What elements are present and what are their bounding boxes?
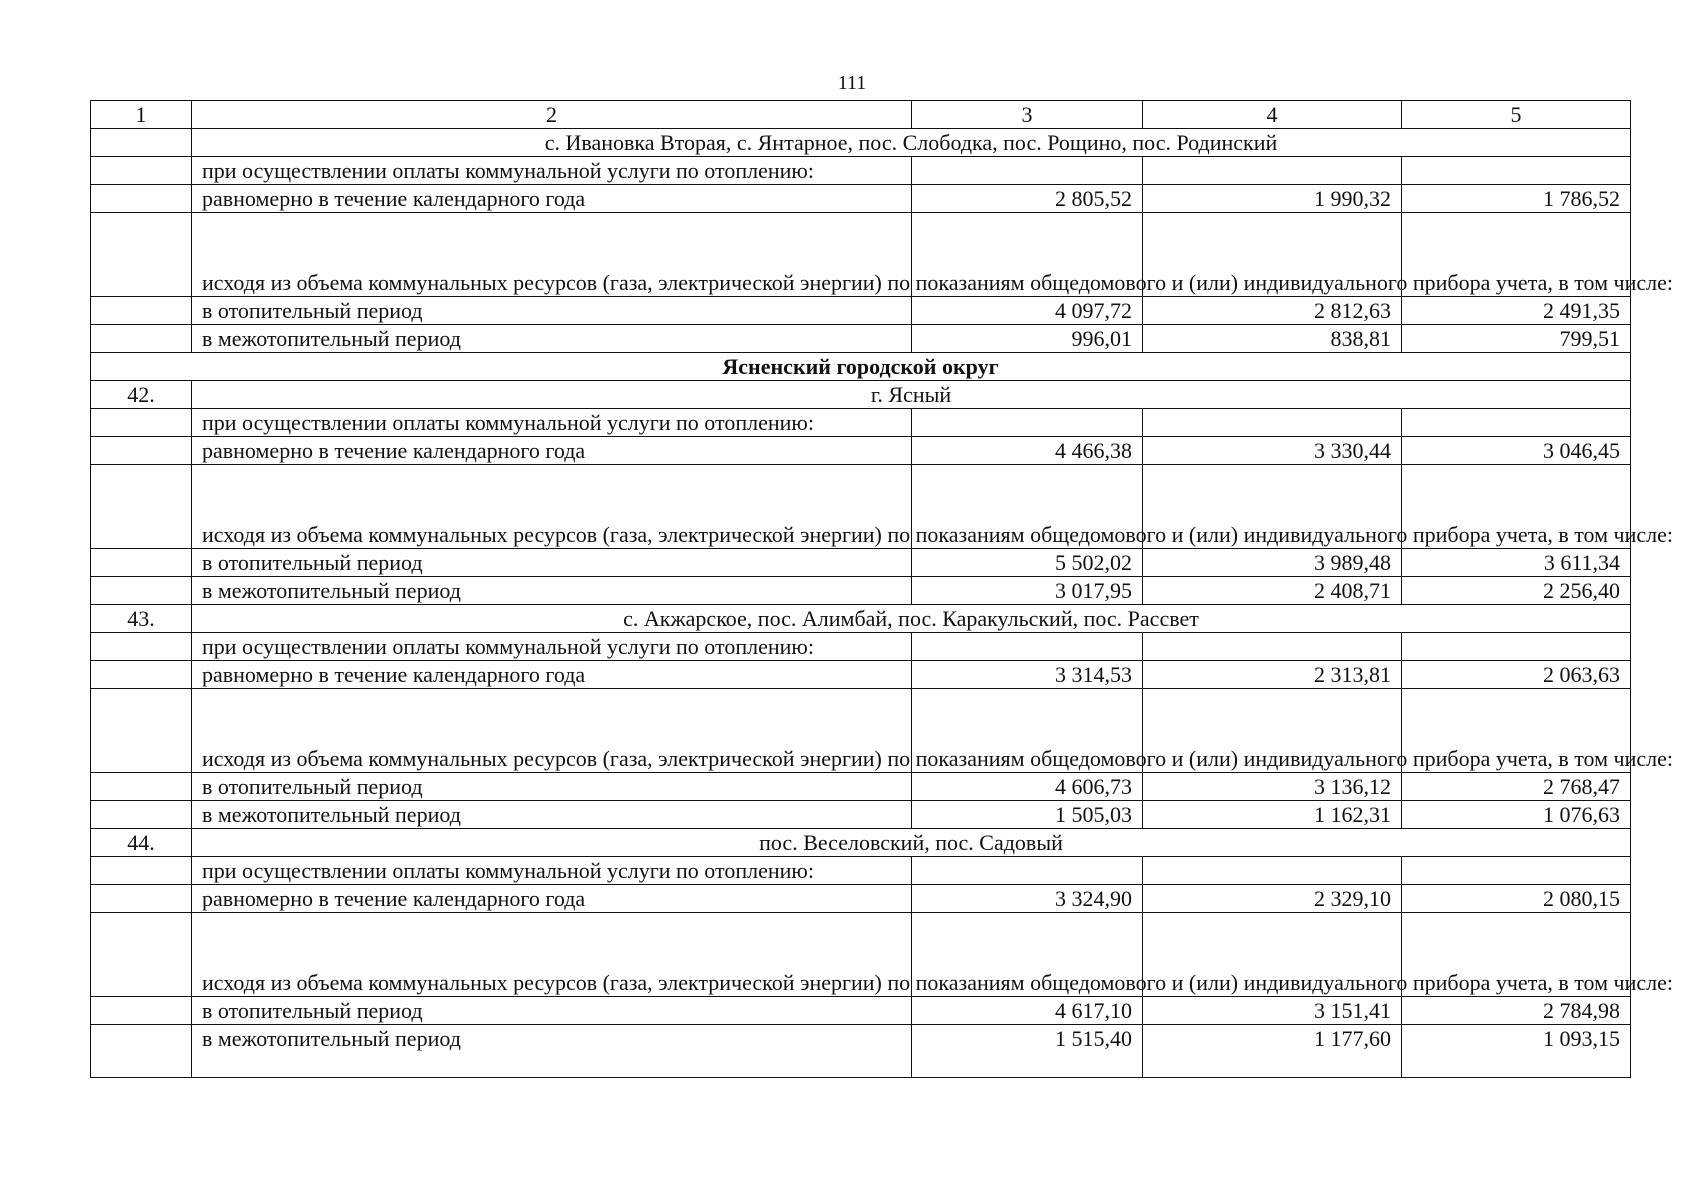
table-cell — [912, 633, 1143, 661]
row-label: в отопительный период — [192, 773, 912, 801]
row-label: исходя из объема коммунальных ресурсов (газа, электрической энергии) по показаниям общедомового и (или) индивидуального прибора учета, в том числе: — [192, 689, 912, 773]
value-cell: 3 136,12 — [1143, 773, 1402, 801]
column-header: 1 — [91, 101, 192, 129]
section-number: 44. — [91, 829, 192, 857]
value-cell: 2 768,47 — [1402, 773, 1631, 801]
value-cell: 799,51 — [1402, 325, 1631, 353]
section-title-row — [91, 829, 1631, 857]
value-cell: 3 314,53 — [912, 661, 1143, 689]
table-cell — [91, 1025, 192, 1078]
row-label: в межотопительный период — [192, 577, 912, 605]
table-cell — [91, 297, 192, 325]
value-cell: 1 177,60 — [1143, 1025, 1402, 1078]
table-row — [91, 661, 1631, 689]
value-cell: 1 076,63 — [1402, 801, 1631, 829]
value-cell: 3 330,44 — [1143, 437, 1402, 465]
value-cell: 2 080,15 — [1402, 885, 1631, 913]
value-cell: 4 466,38 — [912, 437, 1143, 465]
page-number: 111 — [837, 72, 867, 94]
table-cell — [91, 465, 192, 549]
table-cell — [91, 661, 192, 689]
table-row — [91, 997, 1631, 1025]
value-cell: 4 617,10 — [912, 997, 1143, 1025]
table-row — [91, 409, 1631, 437]
table-row — [91, 773, 1631, 801]
value-cell: 2 805,52 — [912, 185, 1143, 213]
table-row — [91, 801, 1631, 829]
table-cell — [91, 577, 192, 605]
value-cell: 996,01 — [912, 325, 1143, 353]
column-header: 5 — [1402, 101, 1631, 129]
row-label: в межотопительный период — [192, 325, 912, 353]
table-row — [91, 465, 1631, 549]
section-title: г. Ясный — [192, 381, 1631, 409]
table-cell — [912, 857, 1143, 885]
value-cell: 2 313,81 — [1143, 661, 1402, 689]
value-cell: 3 324,90 — [912, 885, 1143, 913]
table-row — [91, 297, 1631, 325]
table-cell — [1402, 633, 1631, 661]
value-cell: 3 151,41 — [1143, 997, 1402, 1025]
table-cell — [91, 885, 192, 913]
section-number — [91, 129, 192, 157]
value-cell: 1 786,52 — [1402, 185, 1631, 213]
section-title: с. Акжарское, пос. Алимбай, пос. Каракульский, пос. Рассвет — [192, 605, 1631, 633]
table-row — [91, 689, 1631, 773]
table-cell — [91, 633, 192, 661]
table-cell — [91, 437, 192, 465]
table-row — [91, 437, 1631, 465]
section-number: 43. — [91, 605, 192, 633]
table-cell — [91, 773, 192, 801]
row-label: исходя из объема коммунальных ресурсов (газа, электрической энергии) по показаниям общедомового и (или) индивидуального прибора учета, в том числе: — [192, 913, 912, 997]
section-number: 42. — [91, 381, 192, 409]
table-row — [91, 1025, 1631, 1078]
section-title-row — [91, 605, 1631, 633]
table-body — [91, 101, 1674, 1078]
table-row — [91, 577, 1631, 605]
section-title: с. Ивановка Вторая, с. Янтарное, пос. Слободка, пос. Рощино, пос. Родинский — [192, 129, 1631, 157]
value-cell: 1 093,15 — [1402, 1025, 1631, 1078]
row-label: в межотопительный период — [192, 1025, 912, 1078]
table-row — [91, 549, 1631, 577]
table-cell — [912, 157, 1143, 185]
table-row — [91, 325, 1631, 353]
value-cell: 1 515,40 — [912, 1025, 1143, 1078]
table-cell — [1402, 157, 1631, 185]
value-cell: 1 505,03 — [912, 801, 1143, 829]
table-cell — [1143, 633, 1402, 661]
row-label: исходя из объема коммунальных ресурсов (газа, электрической энергии) по показаниям общедомового и (или) индивидуального прибора учета, в том числе: — [192, 213, 912, 297]
table-cell — [1402, 857, 1631, 885]
value-cell: 2 329,10 — [1143, 885, 1402, 913]
table-cell — [91, 913, 192, 997]
table-cell — [1143, 857, 1402, 885]
value-cell: 4 097,72 — [912, 297, 1143, 325]
value-cell: 3 046,45 — [1402, 437, 1631, 465]
table-cell — [91, 801, 192, 829]
column-header: 3 — [912, 101, 1143, 129]
value-cell: 5 502,02 — [912, 549, 1143, 577]
row-label: равномерно в течение календарного года — [192, 437, 912, 465]
table-row — [91, 185, 1631, 213]
district-title-row — [91, 353, 1631, 381]
table-cell — [91, 857, 192, 885]
table-cell — [1143, 157, 1402, 185]
value-cell: 2 491,35 — [1402, 297, 1631, 325]
value-cell: 1 162,31 — [1143, 801, 1402, 829]
value-cell: 3 611,34 — [1402, 549, 1631, 577]
column-header: 4 — [1143, 101, 1402, 129]
row-label: при осуществлении оплаты коммунальной услуги по отоплению: — [192, 409, 912, 437]
value-cell: 2 784,98 — [1402, 997, 1631, 1025]
value-cell: 1 990,32 — [1143, 185, 1402, 213]
value-cell: 3 989,48 — [1143, 549, 1402, 577]
section-title: пос. Веселовский, пос. Садовый — [192, 829, 1631, 857]
value-cell: 2 063,63 — [1402, 661, 1631, 689]
column-header-row — [91, 101, 1631, 129]
value-cell: 4 606,73 — [912, 773, 1143, 801]
value-cell: 2 408,71 — [1143, 577, 1402, 605]
table-cell — [91, 409, 192, 437]
row-label: при осуществлении оплаты коммунальной услуги по отоплению: — [192, 633, 912, 661]
table-cell — [1402, 409, 1631, 437]
value-cell: 3 017,95 — [912, 577, 1143, 605]
district-title: Ясненский городской округ — [91, 353, 1631, 381]
row-label: равномерно в течение календарного года — [192, 661, 912, 689]
table-row — [91, 913, 1631, 997]
row-label: равномерно в течение календарного года — [192, 885, 912, 913]
row-label: равномерно в течение календарного года — [192, 185, 912, 213]
table-row — [91, 213, 1631, 297]
section-title-row — [91, 381, 1631, 409]
table-cell — [91, 157, 192, 185]
row-label: в межотопительный период — [192, 801, 912, 829]
row-label: в отопительный период — [192, 297, 912, 325]
row-label: в отопительный период — [192, 549, 912, 577]
value-cell: 2 812,63 — [1143, 297, 1402, 325]
table-cell — [912, 409, 1143, 437]
row-label: при осуществлении оплаты коммунальной услуги по отоплению: — [192, 857, 912, 885]
tariff-table — [90, 100, 1674, 1078]
table-row — [91, 885, 1631, 913]
table-row — [91, 857, 1631, 885]
table-cell — [91, 549, 192, 577]
row-label: исходя из объема коммунальных ресурсов (газа, электрической энергии) по показаниям общедомового и (или) индивидуального прибора учета, в том числе: — [192, 465, 912, 549]
value-cell: 2 256,40 — [1402, 577, 1631, 605]
column-header: 2 — [192, 101, 912, 129]
value-cell: 838,81 — [1143, 325, 1402, 353]
table-cell — [91, 325, 192, 353]
table-cell — [91, 185, 192, 213]
table-cell — [91, 689, 192, 773]
table-cell — [91, 213, 192, 297]
table-cell — [1143, 409, 1402, 437]
row-label: при осуществлении оплаты коммунальной услуги по отоплению: — [192, 157, 912, 185]
table-cell — [91, 997, 192, 1025]
table-row — [91, 157, 1631, 185]
row-label: в отопительный период — [192, 997, 912, 1025]
table-row — [91, 633, 1631, 661]
section-title-row — [91, 129, 1631, 157]
